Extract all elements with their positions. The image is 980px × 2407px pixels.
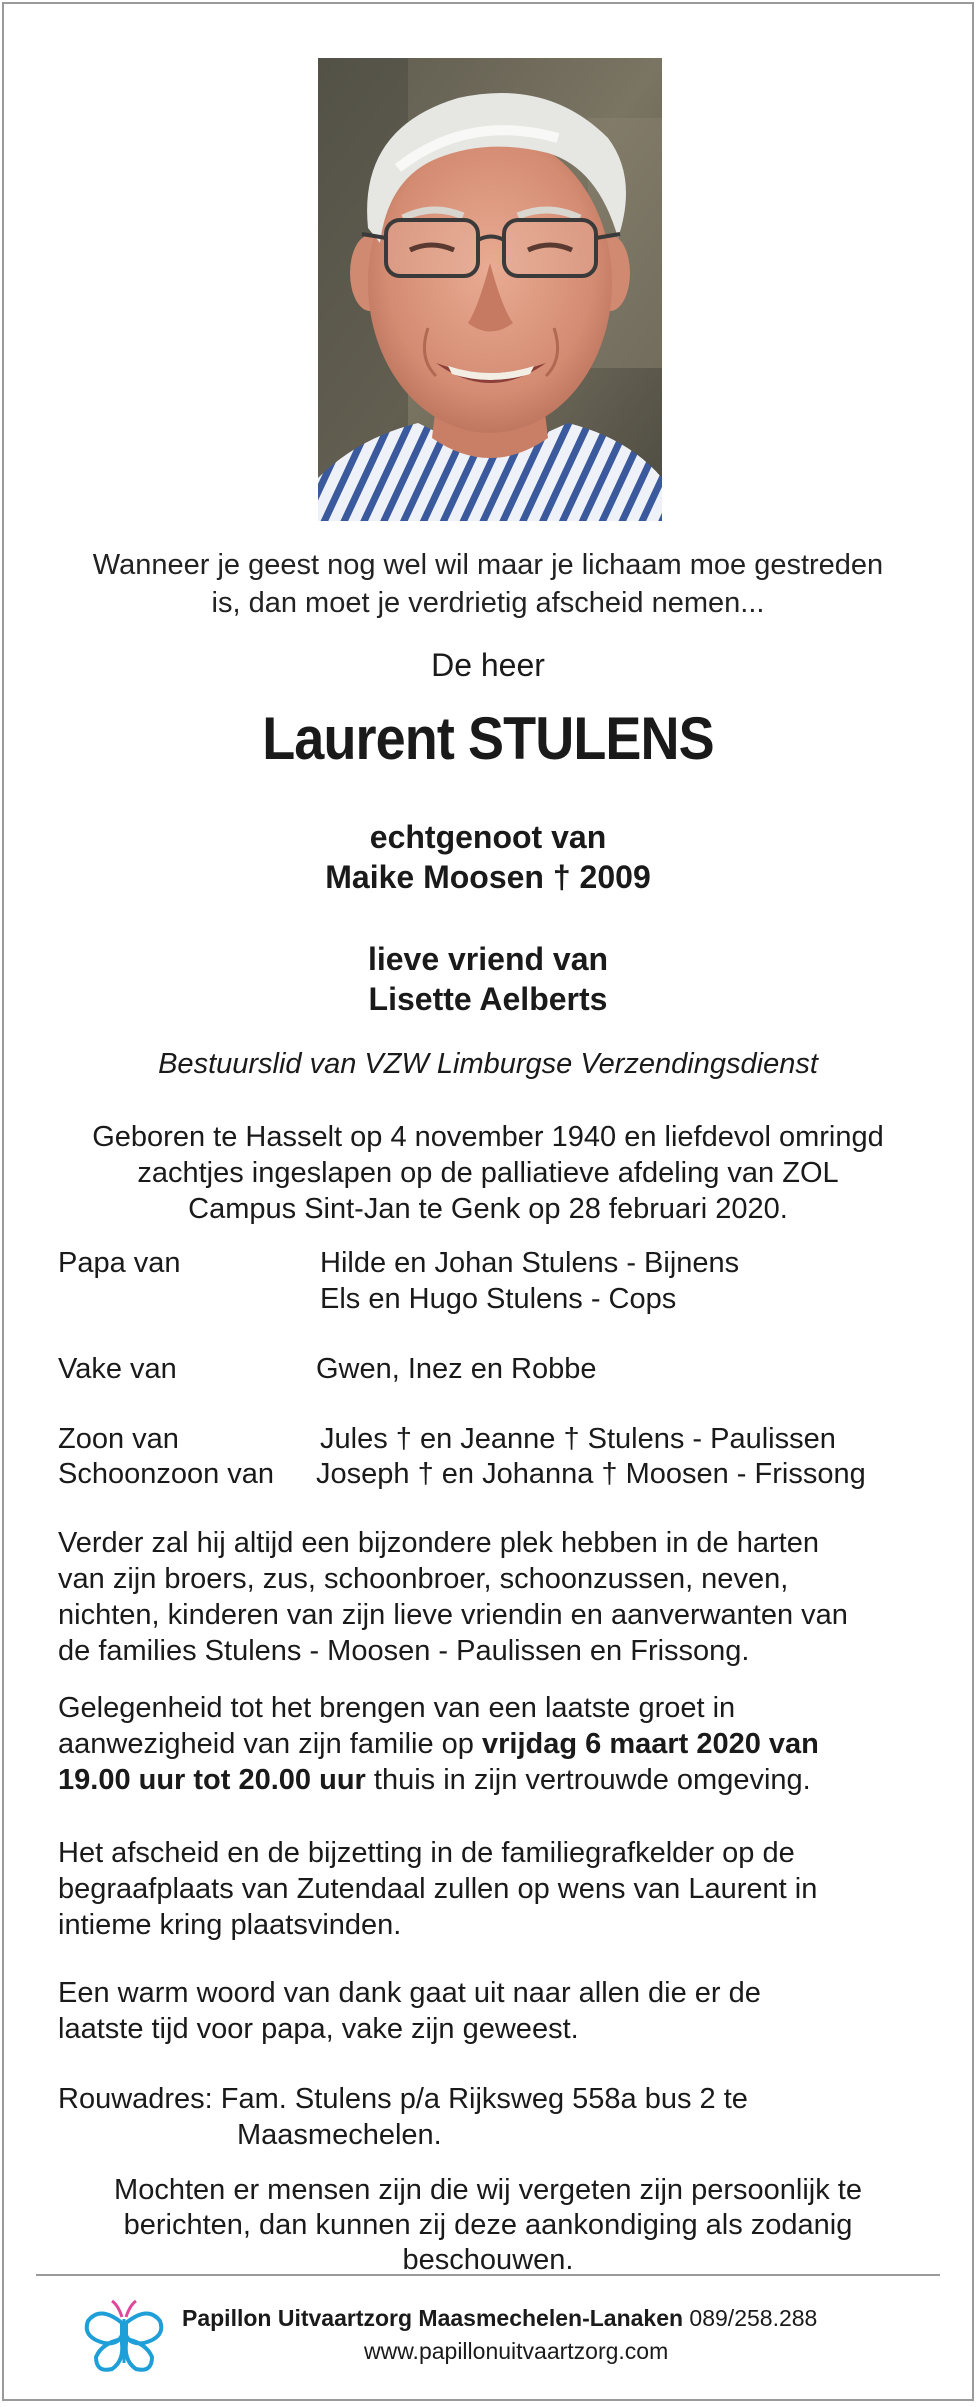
closing-line: berichten, dan kunnen zij deze aankondiging als zodanig <box>123 2209 853 2241</box>
thanks-paragraph <box>58 1975 928 2047</box>
relatives-line: Verder zal hij altijd een bijzondere plek hebben in de harten <box>58 1527 819 1559</box>
deceased-name: Laurent STULENS <box>262 705 714 772</box>
friend-relation <box>0 939 976 1019</box>
spouse-relation <box>0 817 976 897</box>
papa-label: Papa van <box>58 1247 181 1279</box>
vake-label: Vake van <box>58 1353 177 1385</box>
visit-line-2-plain: aanwezigheid van zijn familie op <box>58 1728 482 1760</box>
parents-in-law: Joseph † en Johanna † Moosen - Frissong <box>316 1458 866 1490</box>
butterfly-logo-icon <box>82 2299 166 2379</box>
visit-line-3-plain: thuis in zijn vertrouwde omgeving. <box>365 1764 811 1796</box>
funeral-home-website[interactable]: www.papillonuitvaartzorg.com <box>364 2338 669 2364</box>
funeral-home-name: Papillon Uitvaartzorg Maasmechelen-Lanaken <box>182 2305 684 2331</box>
thanks-line: laatste tijd voor papa, vake zijn geweest. <box>58 2013 579 2045</box>
thanks-line: Een warm woord van dank gaat uit naar allen die er de <box>58 1977 761 2009</box>
verse-line-2: is, dan moet je verdrietig afscheid nemen... <box>211 587 765 619</box>
closing-paragraph <box>0 2173 976 2278</box>
address-line-2: Maasmechelen. <box>237 2119 442 2151</box>
visit-line-2 <box>58 1726 928 1762</box>
relatives-line: van zijn broers, zus, schoonbroer, schoonzussen, neven, <box>58 1563 789 1595</box>
funeral-home-phone[interactable]: 089/258.288 <box>683 2305 818 2331</box>
papa-children-1: Hilde en Johan Stulens - Bijnens <box>320 1247 740 1279</box>
parents: Jules † en Jeanne † Stulens - Paulissen <box>320 1423 836 1455</box>
verse-line-1: Wanneer je geest nog wel wil maar je lichaam moe gestreden <box>92 549 884 581</box>
funeral-paragraph <box>58 1835 928 1943</box>
relatives-line: de families Stulens - Moosen - Paulissen en Frissong. <box>58 1635 750 1667</box>
papa-children-2: Els en Hugo Stulens - Cops <box>320 1283 677 1315</box>
address-line-1: Rouwadres: Fam. Stulens p/a Rijksweg 558a bus 2 te <box>58 2083 748 2115</box>
funeral-line: begraafplaats van Zutendaal zullen op wens van Laurent in <box>58 1873 818 1905</box>
spouse-label: echtgenoot van <box>369 819 607 855</box>
board-role: Bestuurslid van VZW Limburgse Verzendingsdienst <box>158 1048 818 1080</box>
visit-date: vrijdag 6 maart 2020 van <box>481 1728 819 1760</box>
birth-line-3: Campus Sint-Jan te Genk op 28 februari 2020. <box>188 1193 788 1225</box>
birth-death-info <box>0 1119 976 1227</box>
salutation: De heer <box>431 647 545 683</box>
footer-divider <box>36 2274 940 2276</box>
spouse-name: Maike Moosen † 2009 <box>325 859 651 895</box>
funeral-line: intieme kring plaatsvinden. <box>58 1909 402 1941</box>
funeral-line: Het afscheid en de bijzetting in de familiegrafkelder op de <box>58 1837 795 1869</box>
portrait-photo <box>318 58 662 521</box>
closing-line: beschouwen. <box>402 2244 574 2276</box>
visit-line-1: Gelegenheid tot het brengen van een laatste groet in <box>58 1692 736 1724</box>
funeral-home-info <box>182 2303 817 2333</box>
closing-line: Mochten er mensen zijn die wij vergeten zijn persoonlijk te <box>114 2174 862 2206</box>
friend-name: Lisette Aelberts <box>368 981 608 1017</box>
visit-line-3 <box>58 1762 928 1798</box>
grandchildren: Gwen, Inez en Robbe <box>316 1353 597 1385</box>
visitation-paragraph <box>58 1690 928 1798</box>
schoonzoon-label: Schoonzoon van <box>58 1458 275 1490</box>
birth-line-2: zachtjes ingeslapen op de palliatieve afdeling van ZOL <box>137 1157 839 1189</box>
verse <box>0 546 976 622</box>
friend-label: lieve vriend van <box>367 941 609 977</box>
relatives-paragraph <box>58 1525 928 1669</box>
birth-line-1: Geboren te Hasselt op 4 november 1940 en liefdevol omringd <box>92 1121 884 1153</box>
zoon-label: Zoon van <box>58 1423 179 1455</box>
relatives-line: nichten, kinderen van zijn lieve vriendin en aanverwanten van <box>58 1599 848 1631</box>
visit-time: 19.00 uur tot 20.00 uur <box>58 1764 366 1796</box>
